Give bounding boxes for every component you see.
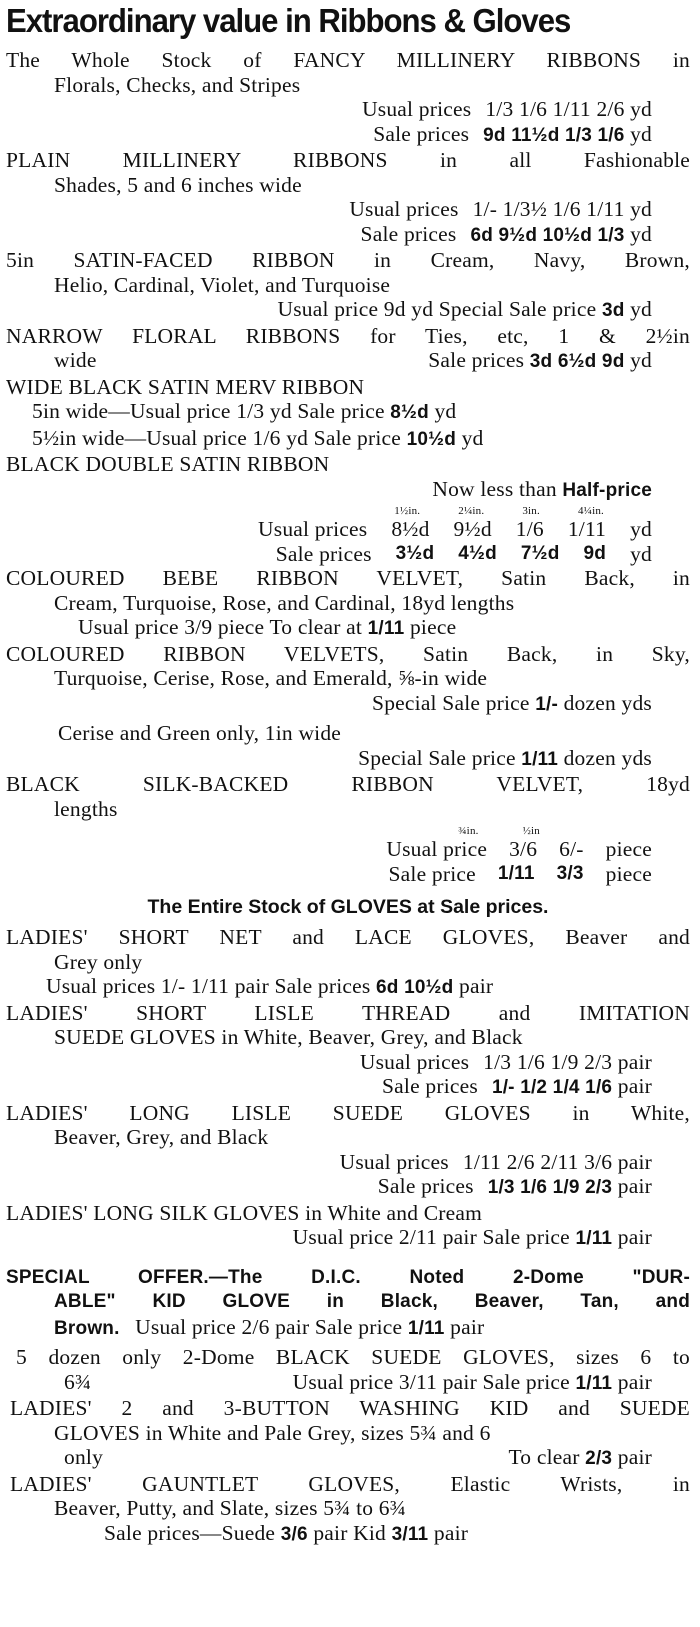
price-text: Sale prices—Suede — [104, 1520, 276, 1545]
note-emphasis: Half-price — [562, 479, 652, 501]
unit: yd — [630, 297, 652, 321]
sale-label: Sale prices — [428, 348, 525, 372]
item-line: NARROW FLORAL RIBBONS for Ties, etc, 1 & 2½in — [6, 323, 690, 348]
sale-price-row — [6, 222, 690, 249]
sale-price: 1/11 — [575, 1228, 613, 1249]
sale-price: 1/11 — [521, 748, 559, 770]
sale-price: 3½d — [395, 542, 435, 564]
sale-price-row — [6, 122, 690, 149]
price-row — [6, 1370, 690, 1397]
usual-label: Usual prices — [258, 517, 368, 541]
unit: pair — [617, 1369, 652, 1394]
usual-price-row — [6, 97, 690, 122]
price-text: To clear — [508, 1445, 580, 1469]
usual-label: Usual prices — [359, 1049, 470, 1074]
item-line: LADIES' 2 and 3-BUTTON WASHING KID and SUEDE — [10, 1396, 690, 1420]
usual-price: 1/6 — [515, 517, 544, 541]
usual-price-row — [6, 837, 690, 862]
unit: pair — [433, 1520, 469, 1545]
price-row — [6, 297, 690, 324]
usual-price-row — [6, 517, 690, 542]
size-row — [6, 505, 690, 517]
usual-price: 6/- — [559, 837, 584, 861]
sale-label: Sale prices — [373, 121, 470, 146]
list-item — [6, 925, 690, 1001]
price-row — [6, 1445, 690, 1472]
price-row — [6, 399, 690, 426]
list-item — [6, 248, 690, 324]
item-line: LADIES' SHORT NET and LACE GLOVES, Beaver and — [6, 925, 690, 949]
item-line: LADIES' SHORT LISLE THREAD and IMITATION — [6, 1000, 690, 1025]
item-line: LADIES' GAUNTLET GLOVES, Elastic Wrists, in — [10, 1471, 690, 1496]
special-offer-line: SPECIAL OFFER.—The D.I.C. Noted 2-Dome "DUR- — [6, 1266, 690, 1288]
sale-price: 10½d — [406, 428, 456, 450]
unit: piece — [605, 861, 652, 886]
unit: yd — [461, 425, 484, 450]
unit: dozen yds — [563, 690, 652, 715]
list-item — [6, 1396, 690, 1472]
unit: piece — [409, 615, 457, 639]
price-row — [6, 1521, 690, 1548]
size-text: 6¾ — [64, 1369, 92, 1394]
list-item — [6, 1345, 690, 1396]
unit: yd — [630, 121, 652, 146]
price-row — [6, 426, 690, 453]
size-label: 4¼in. — [577, 505, 604, 517]
sale-price: 9d — [583, 542, 607, 564]
price-text: pair Kid — [313, 1520, 386, 1545]
unit: yd — [630, 221, 652, 246]
sale-price: 8½d — [390, 402, 429, 423]
usual-label: Usual prices — [349, 197, 459, 221]
usual-price-row — [6, 1150, 690, 1175]
item-line: Beaver, Putty, and Slate, sizes 5¾ to 6¾ — [54, 1496, 407, 1520]
usual-prices: 1/11 2/6 2/11 3/6 pair — [462, 1149, 652, 1174]
sale-price-row — [6, 542, 690, 567]
unit: pair — [617, 1445, 652, 1469]
usual-price: 1/11 — [567, 517, 607, 541]
usual-prices: 1/3 1/6 1/11 2/6 yd — [485, 97, 652, 121]
list-item — [6, 642, 690, 773]
sale-prices: 6d 9½d 10½d 1/3 — [470, 224, 625, 246]
price-text: Usual price 2/11 pair Sale price — [292, 1225, 570, 1249]
usual-price: 8½d — [391, 517, 430, 541]
half-price-note — [6, 477, 690, 504]
sale-price: 3d — [601, 300, 625, 321]
sale-price: 3/11 — [391, 1523, 429, 1545]
note-text: Now less than — [432, 476, 557, 501]
size-label: ¾in. — [458, 825, 479, 837]
sale-price: 2/3 — [585, 1448, 613, 1469]
item-line: Helio, Cardinal, Violet, and Turquoise — [54, 272, 391, 297]
special-offer-line: Brown. — [54, 1317, 120, 1339]
usual-label: Usual prices — [339, 1149, 449, 1174]
list-item — [6, 1001, 690, 1101]
sale-label: Sale prices — [360, 221, 457, 246]
price-text: Usual prices 1/- 1/11 pair Sale prices — [46, 974, 371, 998]
price-text: 5½in wide—Usual price 1/6 yd Sale price — [32, 425, 402, 450]
list-item — [6, 1201, 690, 1252]
price-text: 5in wide—Usual price 1/3 yd Sale price — [32, 399, 385, 423]
item-line: LADIES' LONG LISLE SUEDE GLOVES in White, — [6, 1100, 690, 1125]
item-line: PLAIN MILLINERY RIBBONS in all Fashionable — [6, 148, 690, 172]
unit: yd — [434, 399, 457, 423]
usual-price: 9½d — [453, 517, 492, 541]
unit: pair — [450, 1314, 485, 1339]
item-line: BLACK DOUBLE SATIN RIBBON — [6, 452, 330, 476]
list-item — [6, 1266, 690, 1342]
item-line: 5 dozen only 2-Dome BLACK SUEDE GLOVES, sizes 6 to — [16, 1345, 690, 1369]
sale-price: 1/- — [535, 693, 559, 715]
section-heading: The Entire Stock of GLOVES at Sale prices. — [147, 896, 549, 918]
sale-prices: 1/- 1/2 1/4 1/6 — [491, 1077, 613, 1098]
usual-label: Usual price — [386, 837, 488, 861]
size-label: 1½in. — [394, 505, 421, 517]
sale-price-row — [6, 862, 690, 887]
special-offer-line: ABLE" KID GLOVE in Black, Beaver, Tan, and — [54, 1291, 690, 1312]
price-row — [6, 1225, 690, 1252]
item-line: Grey only — [54, 949, 143, 974]
usual-price-row — [6, 1050, 690, 1075]
price-row — [6, 746, 690, 773]
sale-price: 3/3 — [556, 862, 584, 884]
sale-price-row — [6, 1174, 690, 1201]
list-item — [6, 148, 690, 248]
unit: pair — [617, 1225, 652, 1249]
price-text: Usual price 3/11 pair Sale price — [292, 1369, 570, 1394]
item-line: GLOVES in White and Pale Grey, sizes 5¾ and 6 — [54, 1420, 491, 1445]
usual-prices: 1/- 1/3½ 1/6 1/11 yd — [472, 197, 652, 221]
unit: yd — [630, 541, 652, 566]
size-label: 2¼in. — [458, 505, 485, 517]
size-label: ½in — [522, 825, 540, 837]
sale-price: 7½d — [520, 542, 560, 564]
price-row — [6, 974, 690, 1001]
price-text: Usual price 2/6 pair Sale price — [135, 1314, 403, 1339]
gloves-section — [6, 925, 690, 1547]
list-item — [6, 1472, 690, 1548]
item-line: BLACK SILK-BACKED RIBBON VELVET, 18yd — [6, 772, 690, 796]
sale-prices: 9d 11½d 1/3 1/6 — [483, 124, 625, 146]
list-item — [6, 1101, 690, 1201]
list-item — [6, 48, 690, 148]
item-line: Shades, 5 and 6 inches wide — [54, 172, 302, 197]
item-line: only — [64, 1445, 104, 1469]
price-row — [6, 348, 690, 375]
unit: pair — [617, 1074, 652, 1098]
size-label: 3in. — [522, 505, 540, 517]
list-item — [6, 375, 690, 453]
usual-price-row — [6, 197, 690, 222]
price-text: Usual price 9d yd Special Sale price — [277, 297, 597, 321]
item-line: The Whole Stock of FANCY MILLINERY RIBBONS in — [6, 48, 690, 72]
sale-price: 3/6 — [280, 1523, 308, 1545]
item-line: LADIES' LONG SILK GLOVES in White and Cream — [6, 1200, 483, 1225]
item-line: lengths — [54, 796, 118, 821]
item-line: Cream, Turquoise, Rose, and Cardinal, 18yd lengths — [54, 590, 515, 615]
sale-price: 1/11 — [367, 618, 405, 639]
sale-prices: 3d 6½d 9d — [529, 351, 625, 372]
item-line: 5in SATIN-FACED RIBBON in Cream, Navy, Brown, — [6, 248, 690, 272]
list-item — [6, 566, 690, 642]
sale-label: Sale price — [388, 861, 476, 886]
unit: yd — [630, 517, 652, 541]
sale-price-row — [6, 1074, 690, 1101]
sale-price: 4½d — [458, 542, 497, 564]
unit: pair — [459, 974, 494, 998]
size-row — [6, 825, 690, 837]
price-row — [6, 691, 690, 718]
price-row — [6, 615, 690, 642]
sale-prices: 6d 10½d — [376, 977, 454, 998]
item-line: Florals, Checks, and Stripes — [54, 72, 301, 97]
unit: yd — [630, 348, 652, 372]
sale-price: 1/11 — [407, 1317, 445, 1339]
sale-label: Sale prices — [275, 541, 372, 566]
price-text: Special Sale price — [372, 690, 530, 715]
list-item — [6, 772, 690, 886]
list-item — [6, 452, 690, 566]
item-line: SUEDE GLOVES in White, Beaver, Grey, and Black — [54, 1025, 523, 1049]
spacer — [6, 1252, 690, 1266]
list-item — [6, 324, 690, 375]
unit: piece — [605, 837, 652, 861]
price-text: Special Sale price — [358, 745, 516, 770]
item-line: Cerise and Green only, 1in wide — [58, 721, 342, 745]
item-line: Turquoise, Cerise, Rose, and Emerald, ⅝-in wide — [54, 666, 488, 690]
ribbons-section — [6, 48, 690, 886]
item-line: Beaver, Grey, and Black — [54, 1125, 269, 1149]
usual-price: 3/6 — [509, 837, 538, 861]
price-text: Usual price 3/9 piece To clear at — [78, 615, 363, 639]
sale-prices: 1/3 1/6 1/9 2/3 — [487, 1177, 613, 1198]
sale-label: Sale prices — [377, 1174, 474, 1198]
usual-label: Usual prices — [362, 97, 472, 121]
sale-label: Sale prices — [382, 1074, 478, 1098]
sale-price: 1/11 — [575, 1372, 613, 1394]
item-line: COLOURED RIBBON VELVETS, Satin Back, in Sky, — [6, 641, 690, 666]
unit: dozen yds — [563, 745, 652, 770]
item-line: COLOURED BEBE RIBBON VELVET, Satin Back, in — [6, 566, 690, 590]
page-title: Extraordinary value in Ribbons & Gloves — [6, 3, 571, 40]
price-row — [6, 1315, 690, 1342]
item-line: wide — [54, 348, 97, 372]
usual-prices: 1/3 1/6 1/9 2/3 pair — [483, 1049, 652, 1074]
item-line: WIDE BLACK SATIN MERV RIBBON — [6, 374, 365, 399]
unit: pair — [617, 1174, 652, 1198]
sale-price: 1/11 — [497, 862, 535, 884]
